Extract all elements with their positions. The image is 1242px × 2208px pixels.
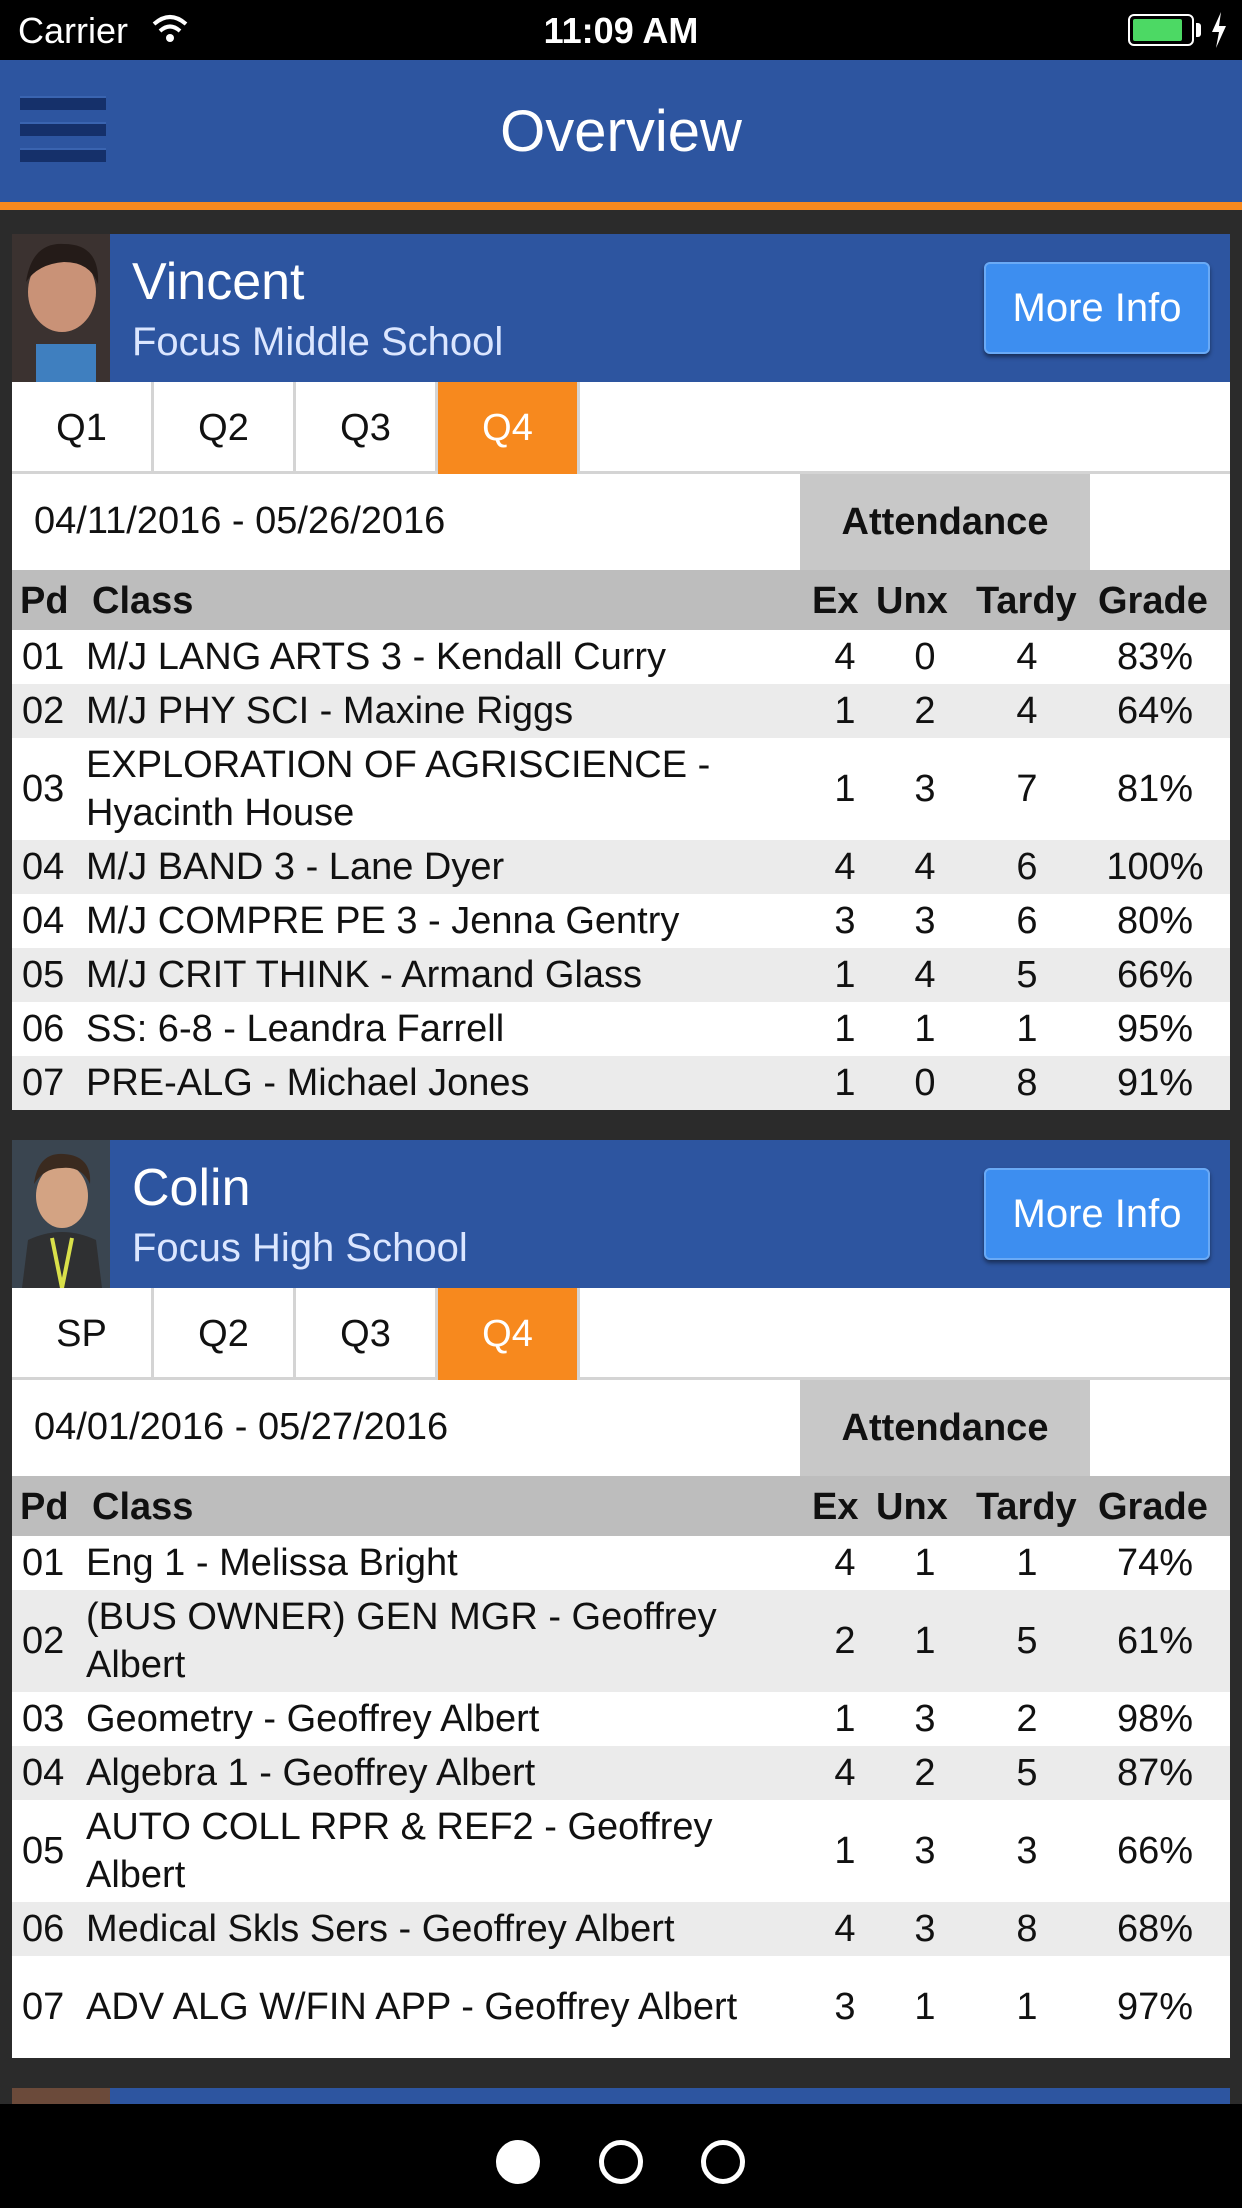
- table-row[interactable]: 07 ADV ALG W/FIN APP - Geoffrey Albert 3 1 1 97%: [12, 1956, 1230, 2058]
- student-name: Vincent: [132, 253, 305, 311]
- date-range-row: [12, 1380, 1230, 1476]
- page-dot-1[interactable]: [496, 2140, 540, 2184]
- page-control: [0, 2104, 1242, 2208]
- table-row[interactable]: 01 M/J LANG ARTS 3 - Kendall Curry 4 0 4 83%: [12, 630, 1230, 684]
- table-row[interactable]: 05 AUTO COLL RPR & REF2 - Geoffrey Albert 1 3 3 66%: [12, 1800, 1230, 1902]
- tab-q4[interactable]: Q4: [438, 1288, 580, 1380]
- student-name: Colin: [132, 1159, 251, 1217]
- more-info-button[interactable]: More Info: [984, 262, 1210, 354]
- tab-q3[interactable]: Q3: [296, 1288, 438, 1380]
- tab-q4[interactable]: Q4: [438, 382, 580, 474]
- student-header: [12, 234, 1230, 382]
- tab-q2[interactable]: Q2: [154, 382, 296, 474]
- attendance-header: Attendance: [800, 1380, 1090, 1476]
- student-card-colin: [12, 1140, 1230, 2058]
- col-class: Class: [92, 1486, 194, 1528]
- table-header: [12, 570, 1230, 630]
- table-row[interactable]: 02 M/J PHY SCI - Maxine Riggs 1 2 4 64%: [12, 684, 1230, 738]
- col-unx: Unx: [876, 580, 948, 622]
- student-header: [12, 1140, 1230, 1288]
- table-row[interactable]: 04 M/J BAND 3 - Lane Dyer 4 4 6 100%: [12, 840, 1230, 894]
- status-bar: [0, 0, 1242, 60]
- col-class: Class: [92, 580, 194, 622]
- quarter-tabs: [12, 382, 1230, 474]
- tab-q1[interactable]: Q1: [12, 382, 154, 474]
- date-range-row: [12, 474, 1230, 570]
- col-tardy: Tardy: [976, 580, 1077, 622]
- clock-time: 11:09 AM: [543, 10, 699, 51]
- student-card-peek: [12, 2088, 1230, 2104]
- table-row[interactable]: 07 PRE-ALG - Michael Jones 1 0 8 91%: [12, 1056, 1230, 1110]
- attendance-header: Attendance: [800, 474, 1090, 570]
- col-pd: Pd: [20, 1486, 69, 1528]
- page-dot-3[interactable]: [701, 2140, 745, 2184]
- tab-q3[interactable]: Q3: [296, 382, 438, 474]
- student-school: Focus Middle School: [132, 320, 504, 364]
- col-unx: Unx: [876, 1486, 948, 1528]
- table-row[interactable]: 04 Algebra 1 - Geoffrey Albert 4 2 5 87%: [12, 1746, 1230, 1800]
- col-ex: Ex: [812, 1486, 859, 1528]
- table-row[interactable]: 01 Eng 1 - Melissa Bright 4 1 1 74%: [12, 1536, 1230, 1590]
- table-row[interactable]: 04 M/J COMPRE PE 3 - Jenna Gentry 3 3 6 80%: [12, 894, 1230, 948]
- table-row[interactable]: 03 Geometry - Geoffrey Albert 1 3 2 98%: [12, 1692, 1230, 1746]
- col-ex: Ex: [812, 580, 859, 622]
- date-range: 04/11/2016 - 05/26/2016: [34, 500, 446, 542]
- battery-icon: [1128, 14, 1194, 46]
- quarter-tabs: [12, 1288, 1230, 1380]
- page-dot-2[interactable]: [599, 2140, 643, 2184]
- nav-bar: [0, 60, 1242, 202]
- student-avatar: [12, 1140, 110, 1288]
- table-row[interactable]: 06 SS: 6-8 - Leandra Farrell 1 1 1 95%: [12, 1002, 1230, 1056]
- carrier-label: Carrier: [18, 10, 129, 51]
- col-grade: Grade: [1098, 580, 1208, 622]
- col-pd: Pd: [20, 580, 69, 622]
- table-row[interactable]: 06 Medical Skls Sers - Geoffrey Albert 4 3 8 68%: [12, 1902, 1230, 1956]
- student-school: Focus High School: [132, 1226, 468, 1270]
- date-range: 04/01/2016 - 05/27/2016: [34, 1406, 449, 1448]
- table-header: [12, 1476, 1230, 1536]
- battery-level-fill: [1133, 19, 1182, 41]
- table-row[interactable]: 05 M/J CRIT THINK - Armand Glass 1 4 5 66%: [12, 948, 1230, 1002]
- charging-bolt-icon: [1210, 12, 1228, 48]
- page-title: Overview: [500, 99, 742, 164]
- table-row[interactable]: 02 (BUS OWNER) GEN MGR - Geoffrey Albert 2 1 5 61%: [12, 1590, 1230, 1692]
- student-card-vincent: [12, 234, 1230, 1110]
- more-info-button[interactable]: More Info: [984, 1168, 1210, 1260]
- nav-accent-bar: [0, 202, 1242, 210]
- table-row[interactable]: 03 EXPLORATION OF AGRISCIENCE - Hyacinth House 1 3 7 81%: [12, 738, 1230, 840]
- student-avatar: [12, 234, 110, 382]
- col-grade: Grade: [1098, 1486, 1208, 1528]
- col-tardy: Tardy: [976, 1486, 1077, 1528]
- tab-q2[interactable]: Q2: [154, 1288, 296, 1380]
- student-avatar: [12, 2088, 110, 2104]
- battery-tip: [1196, 23, 1201, 37]
- tab-sp[interactable]: SP: [12, 1288, 154, 1380]
